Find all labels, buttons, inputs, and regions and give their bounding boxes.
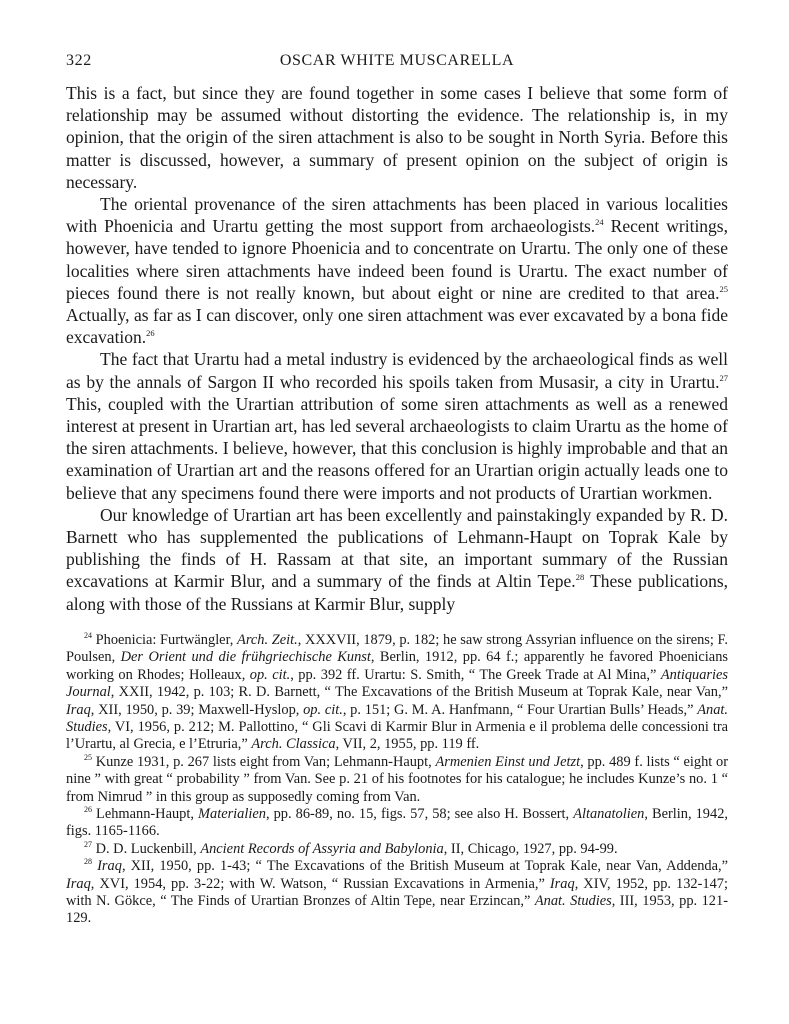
- footnote-26: $^{26}$ Lehmann-Haupt, Materialien, pp. 86-89, no. 15, figs. 57, 58; see also H. Bossert, Altanatolien, Berlin, 1942, figs. 1165-1166.: [66, 804, 728, 840]
- main-text: [66, 82, 728, 615]
- footnote-number: 28: [84, 857, 92, 867]
- footnote-25: $^{25}$ Kunze 1931, p. 267 lists eight from Van; Lehmann-Haupt, Armenien Einst und Jetzt, pp. 489 f. lists “ eight or nine ” with great “ probability ” from Van. See p. 21 of his footnotes for his catalogue; he includes Kunze’s no. 1 “ from Nimrud ” in this group as supposedly coming from Van.: [66, 752, 728, 805]
- footnote-number: 27: [84, 839, 92, 849]
- running-head: OSCAR WHITE MUSCARELLA: [279, 52, 515, 69]
- paragraph: Our knowledge of Urartian art has been excellently and painstakingly expanded by R. D. Barnett who has supplemented the publications of Lehmann-Haupt on Toprak Kale by publishing the finds of H. Rassam at that site, an important summary of the Russian excavations at Karmir Blur, and a summary of the finds at Altin Tepe.$^{28}$ These publications, along with those of the Russians at Karmir Blur, supply: [66, 504, 729, 614]
- footnote-number: 24: [84, 630, 92, 640]
- footnote-ref[interactable]: 26: [146, 328, 155, 339]
- page-header: [66, 52, 728, 82]
- book-page: [66, 52, 728, 928]
- footnote-number: 25: [84, 752, 92, 762]
- footnotes: [66, 632, 728, 928]
- footnote-28: $^{28}$ Iraq, XII, 1950, pp. 1-43; “ The Excavations of the British Museum at Toprak Kale, near Van, Addenda,” Iraq, XVI, 1954, pp. 3-22; with W. Watson, “ Russian Excavations in Armenia,” Iraq, XIV, 1952, pp. 132-147; with N. Gökce, “ The Finds of Urartian Bronzes of Altin Tepe, near Erzincan,” Anat. Studies, III, 1953, pp. 121-129.: [66, 857, 729, 927]
- footnote-27: $^{27}$ D. D. Luckenbill, Ancient Records of Assyria and Babylonia, II, Chicago, 1927, pp. 94-99.: [84, 839, 618, 857]
- paragraph: This is a fact, but since they are found together in some cases I believe that some form of relationship may be assumed without distorting the evidence. The relationship is, in my opinion, that the origin of the siren attachment is also to be sought in North Syria. Before this matter is discussed, however, a summary of present opinion on the subject of origin is necessary.: [66, 83, 728, 192]
- footnote-ref[interactable]: 24: [595, 217, 604, 228]
- footnote-ref[interactable]: 28: [575, 572, 585, 583]
- footnote-ref[interactable]: 27: [719, 372, 728, 383]
- footnote-ref[interactable]: 25: [719, 283, 728, 294]
- paragraph: The oriental provenance of the siren attachments has been placed in various localities with Phoenicia and Urartu getting the most support from archaeologists.$^{24}$ Recent writings, however, have tended to ignore Phoenicia and to concentrate on Urartu. The only one of these localities where siren attachments have indeed been found is Urartu. The exact number of pieces found there is not really known, but about eight or nine are credited to that area.$^{25}$ Actually, as far as I can discover, only one siren attachment was ever excavated by a bona fide excavation.$^{26}$: [66, 194, 728, 348]
- footnote-number: 26: [84, 804, 92, 814]
- footnote-24: $^{24}$ Phoenicia: Furtwängler, Arch. Zeit., XXXVII, 1879, p. 182; he saw strong Assyrian influence on the sirens; F. Poulsen, Der Orient und die frühgriechische Kunst, Berlin, 1912, pp. 64 f.; apparently he favored Phoenicians working on Rhodes; Holleaux, op. cit., pp. 392 ff. Urartu: S. Smith, “ The Greek Trade at Al Mina,” Antiquaries Journal, XXII, 1942, p. 103; R. D. Barnett, “ The Excavations of the British Museum at Toprak Kale, near Van,” Iraq, XII, 1950, p. 39; Maxwell-Hyslop, op. cit., p. 151; G. M. A. Hanfmann, “ Four Urartian Bulls’ Heads,” Anat. Studies, VI, 1956, p. 212; M. Pallottino, “ Gli Scavi di Karmir Blur in Armenia e il problema delle concessioni tra l’Urartu, al Grecia, e l’Etruria,” Arch. Classica, VII, 2, 1955, pp. 119 ff.: [66, 630, 729, 753]
- paragraph: The fact that Urartu had a metal industry is evidenced by the archaeological finds as well as by the annals of Sargon II who recorded his spoils taken from Musasir, a city in Urartu.$^{27}$ This, coupled with the Urartian attribution of some siren attachments as well as a renewed interest at present in Urartian art, has led several archaeologists to claim Urartu as the home of the siren attachments. I believe, however, that this conclusion is highly improbable and that an examination of Urartian art and the reasons offered for an Urartian origin actually leads one to believe that any specimens found there were imports and not products of Urartian workmen.: [66, 349, 728, 503]
- page-number: 322: [66, 52, 92, 69]
